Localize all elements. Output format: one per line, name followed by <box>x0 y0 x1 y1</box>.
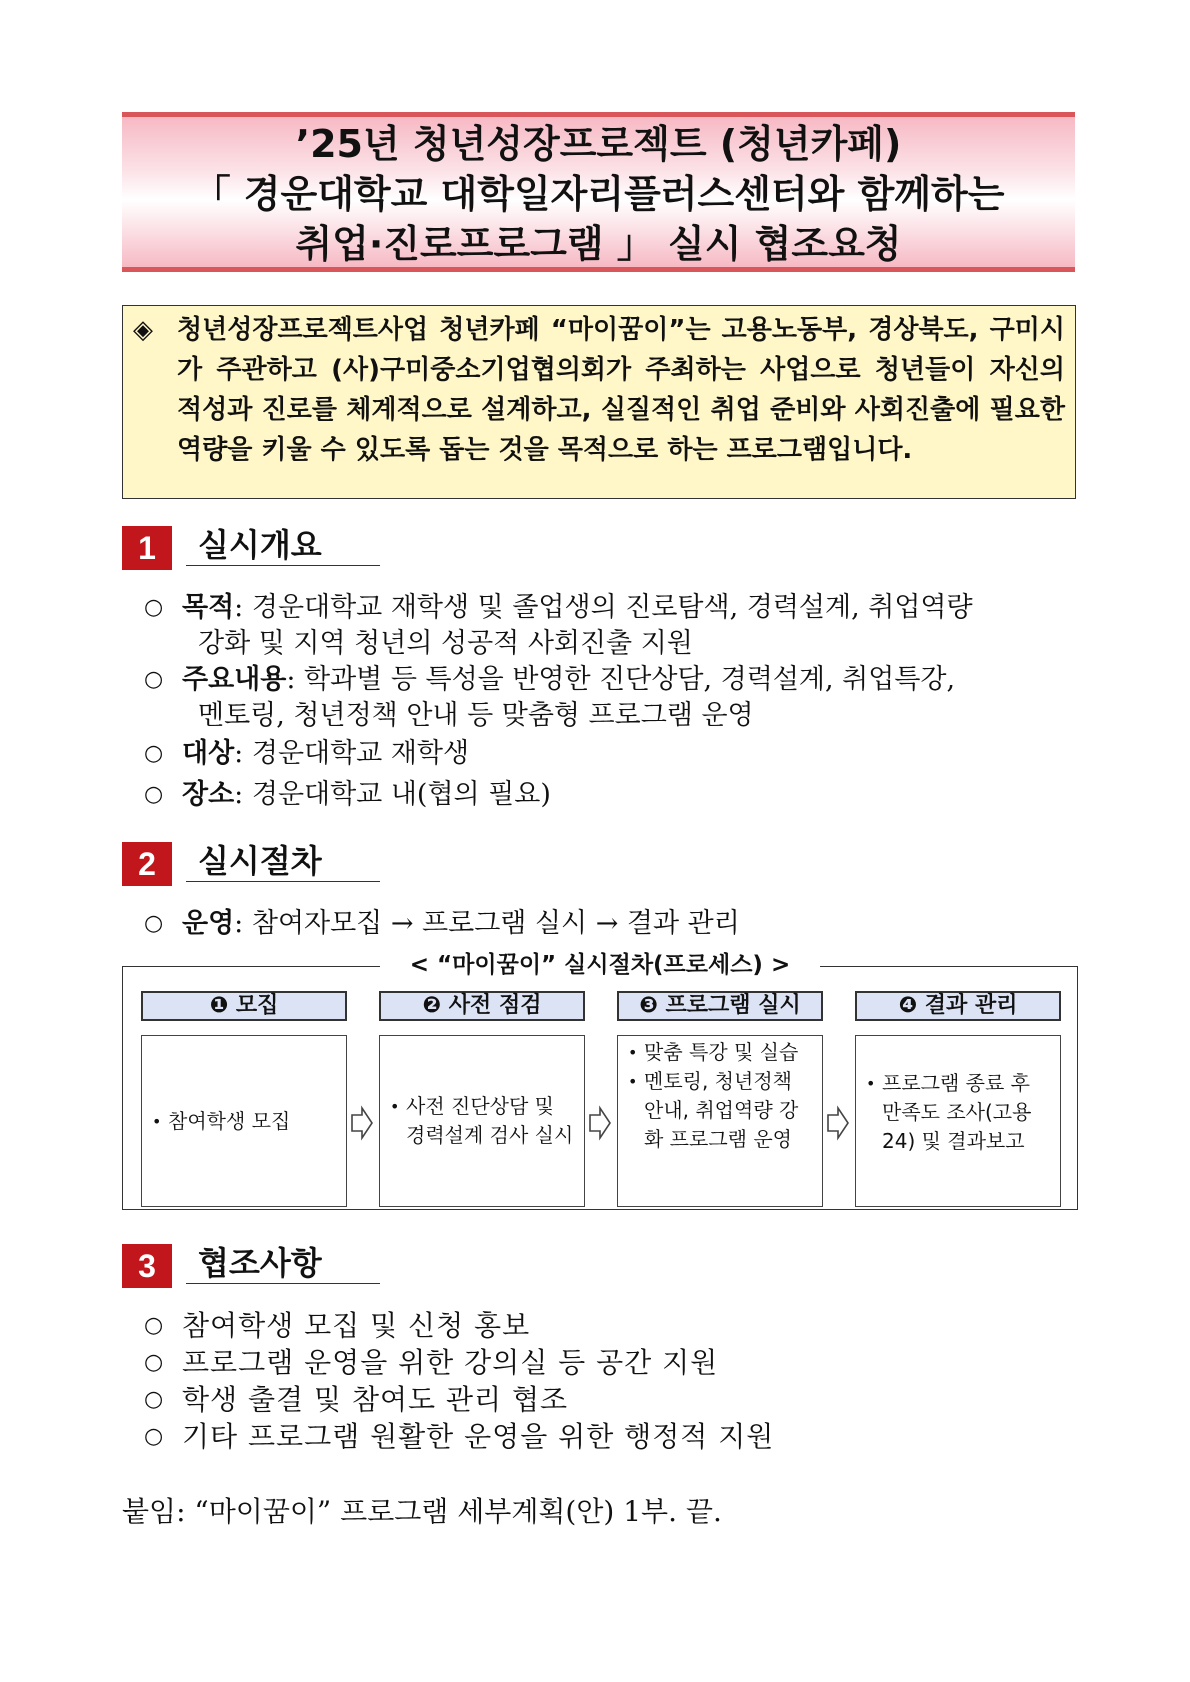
section-2-list <box>140 906 1080 942</box>
list-item: ○ 프로그램 운영을 위한 강의실 등 공간 지원 <box>144 1346 719 1379</box>
circle-bullet-icon: ○ <box>144 1350 165 1375</box>
step-item: • 사전 진단상담 및 경력설계 검사 실시 <box>390 1094 574 1147</box>
step-4-header: ❹ 결과 관리 <box>855 991 1061 1021</box>
section-3-list <box>140 1307 1080 1455</box>
step-item: • 참여학생 모집 <box>152 1108 291 1133</box>
circle-bullet-icon: ○ <box>144 911 164 936</box>
step-3-body <box>617 1035 823 1207</box>
list-item-text: 참여자모집 → 프로그램 실시 → 결과 관리 <box>251 908 740 939</box>
list-item-operation: ○ 운영: 참여자모집 → 프로그램 실시 → 결과 관리 <box>140 906 1080 942</box>
list-item-location: ○ 장소: 경운대학교 내(협의 필요) <box>140 777 1080 813</box>
circle-bullet-icon: ○ <box>144 1313 165 1338</box>
step-item: • 멘토링, 청년정책 안내, 취업역량 강화 프로그램 운영 <box>628 1069 799 1151</box>
step-item: • 맞춤 특강 및 실습 <box>628 1040 799 1064</box>
list-item-target: ○ 대상: 경운대학교 재학생 <box>140 736 1080 772</box>
circle-bullet-icon: ○ <box>144 782 164 807</box>
list-item-continuation: 강화 및 지역 청년의 성공적 사회진출 지원 <box>198 628 693 659</box>
list-item-text: 경운대학교 내(협의 필요) <box>251 779 551 810</box>
right-arrow-icon <box>588 1105 612 1141</box>
diamond-icon: ◈ <box>133 315 153 345</box>
intro-text: 청년성장프로젝트사업 청년카페 “마이꿈이”는 고용노동부, 경상북도, 구미시가 주관하고 (사)구미중소기업협의회가 주최하는 사업으로 청년들이 자신의 적성과 진로를 체계적으로 설계하고, 실질적인 취업 준비와 사회진출에 필요한 역량을 키울 수 있도록 돕는 것을 목적으로 하는 프로그램입니다. <box>177 315 1065 465</box>
section-number: 3 <box>122 1244 172 1288</box>
list-item: ○ 참여학생 모집 및 신청 홍보 <box>144 1309 531 1342</box>
circle-bullet-icon: ○ <box>144 741 164 766</box>
title-banner <box>122 112 1075 272</box>
title-line-1: ’25년 청년성장프로젝트 (청년카페) <box>295 122 902 166</box>
circle-bullet-icon: ○ <box>144 667 164 692</box>
step-2-header: ❷ 사전 점검 <box>379 991 585 1021</box>
process-caption: < “마이꿈이” 실시절차(프로세스) > <box>380 952 820 978</box>
list-item-text: 경운대학교 재학생 및 졸업생의 진로탐색, 경력설계, 취업역량 <box>251 592 973 623</box>
section-number: 2 <box>122 842 172 886</box>
step-1-header: ❶ 모집 <box>141 991 347 1021</box>
circle-bullet-icon: ○ <box>144 1387 165 1412</box>
attachment-note: 붙임: “마이꿈이” 프로그램 세부계획(안) 1부. 끝. <box>122 1495 722 1528</box>
list-item-purpose: ○ 목적: 경운대학교 재학생 및 졸업생의 진로탐색, 경력설계, 취업역량 강화 및 지역 청년의 성공적 사회진출 지원 <box>140 590 1080 662</box>
circle-bullet-icon: ○ <box>144 1424 165 1449</box>
title-line-2: 「 경운대학교 대학일자리플러스센터와 함께하는 <box>192 172 1005 216</box>
title-line-3: 취업·진로프로그램 」 실시 협조요청 <box>295 222 902 266</box>
section-number: 1 <box>122 526 172 570</box>
step-2-body <box>379 1035 585 1207</box>
process-diagram <box>122 952 1078 1210</box>
list-item-text: 학과별 등 특성을 반영한 진단상담, 경력설계, 취업특강, <box>304 664 956 695</box>
step-3-header: ❸ 프로그램 실시 <box>617 991 823 1021</box>
intro-box <box>122 305 1076 499</box>
right-arrow-icon <box>350 1105 374 1141</box>
section-title: 실시개요 <box>186 526 380 566</box>
step-4-body <box>855 1035 1061 1207</box>
list-item: ○ 학생 출결 및 참여도 관리 협조 <box>144 1383 569 1416</box>
list-item-content: ○ 주요내용: 학과별 등 특성을 반영한 진단상담, 경력설계, 취업특강, 멘토링, 청년정책 안내 등 맞춤형 프로그램 운영 <box>140 662 1080 734</box>
circle-bullet-icon: ○ <box>144 595 164 620</box>
section-1-list <box>140 590 1080 813</box>
section-title: 실시절차 <box>186 842 380 882</box>
step-item: • 프로그램 종료 후 만족도 조사(고용24) 및 결과보고 <box>866 1070 1032 1153</box>
right-arrow-icon <box>826 1105 850 1141</box>
list-item-continuation: 멘토링, 청년정책 안내 등 맞춤형 프로그램 운영 <box>198 700 754 731</box>
section-title: 협조사항 <box>186 1244 380 1284</box>
list-item: ○ 기타 프로그램 원활한 운영을 위한 행정적 지원 <box>144 1420 775 1453</box>
step-1-body <box>141 1035 347 1207</box>
list-item-text: 경운대학교 재학생 <box>251 738 470 769</box>
